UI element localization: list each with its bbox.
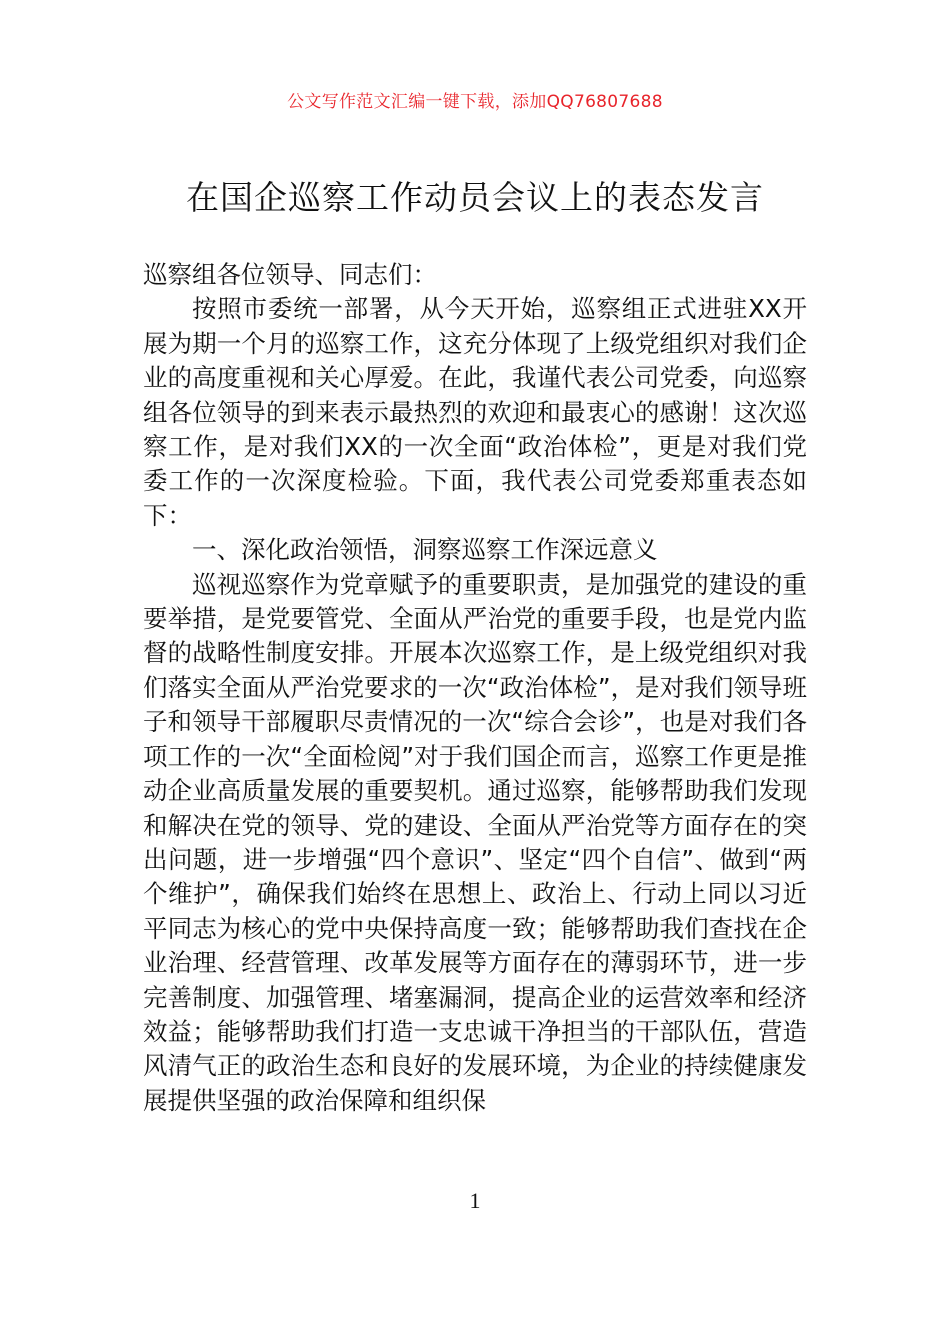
salutation: 巡察组各位领导、同志们： xyxy=(143,260,437,289)
paragraph-intro: 按照市委统一部署，从今天开始，巡察组正式进驻XX开展为期一个月的巡察工作，这充分体现了上级党组织对我们企业的高度重视和关心厚爱。在此，我谨代表公司党委，向巡察组各位领导的到来表示最热烈的欢迎和最衷心的感谢！这次巡察工作，是对我们XX的一次全面“政治体检”，更是对我们党委工作的一次深度检验。下面，我代表公司党委郑重表态如下： xyxy=(143,294,807,530)
section-heading: 一、深化政治领悟，洞察巡察工作深远意义 xyxy=(192,535,658,565)
document-body xyxy=(143,258,807,1118)
document-title: 在国企巡察工作动员会议上的表态发言 xyxy=(186,178,764,217)
page-number: 1 xyxy=(469,1188,481,1213)
header-note: 公文写作范文汇编一键下载，添加QQ76807688 xyxy=(287,92,663,112)
paragraph-section-1: 巡视巡察作为党章赋予的重要职责，是加强党的建设的重要举措，是党要管党、全面从严治党的重要手段，也是党内监督的战略性制度安排。开展本次巡察工作，是上级党组织对我们落实全面从严治党要求的一次“政治体检”，是对我们领导班子和领导干部履职尽责情况的一次“综合会诊”，也是对我们各项工作的一次“全面检阅”对于我们国企而言，巡察工作更是推动企业高质量发展的重要契机。通过巡察，能够帮助我们发现和解决在党的领导、党的建设、全面从严治党等方面存在的突出问题，进一步增强“四个意识”、坚定“四个自信”、做到“两个维护”，确保我们始终在思想上、政治上、行动上同以习近平同志为核心的党中央保持高度一致；能够帮助我们查找在企业治理、经营管理、改革发展等方面存在的薄弱环节，进一步完善制度、加强管理、堵塞漏洞，提高企业的运营效率和经济效益；能够帮助我们打造一支忠诚干净担当的干部队伍，营造风清气正的政治生态和良好的发展环境，为企业的持续健康发展提供坚强的政治保障和组织保 xyxy=(143,569,807,1115)
